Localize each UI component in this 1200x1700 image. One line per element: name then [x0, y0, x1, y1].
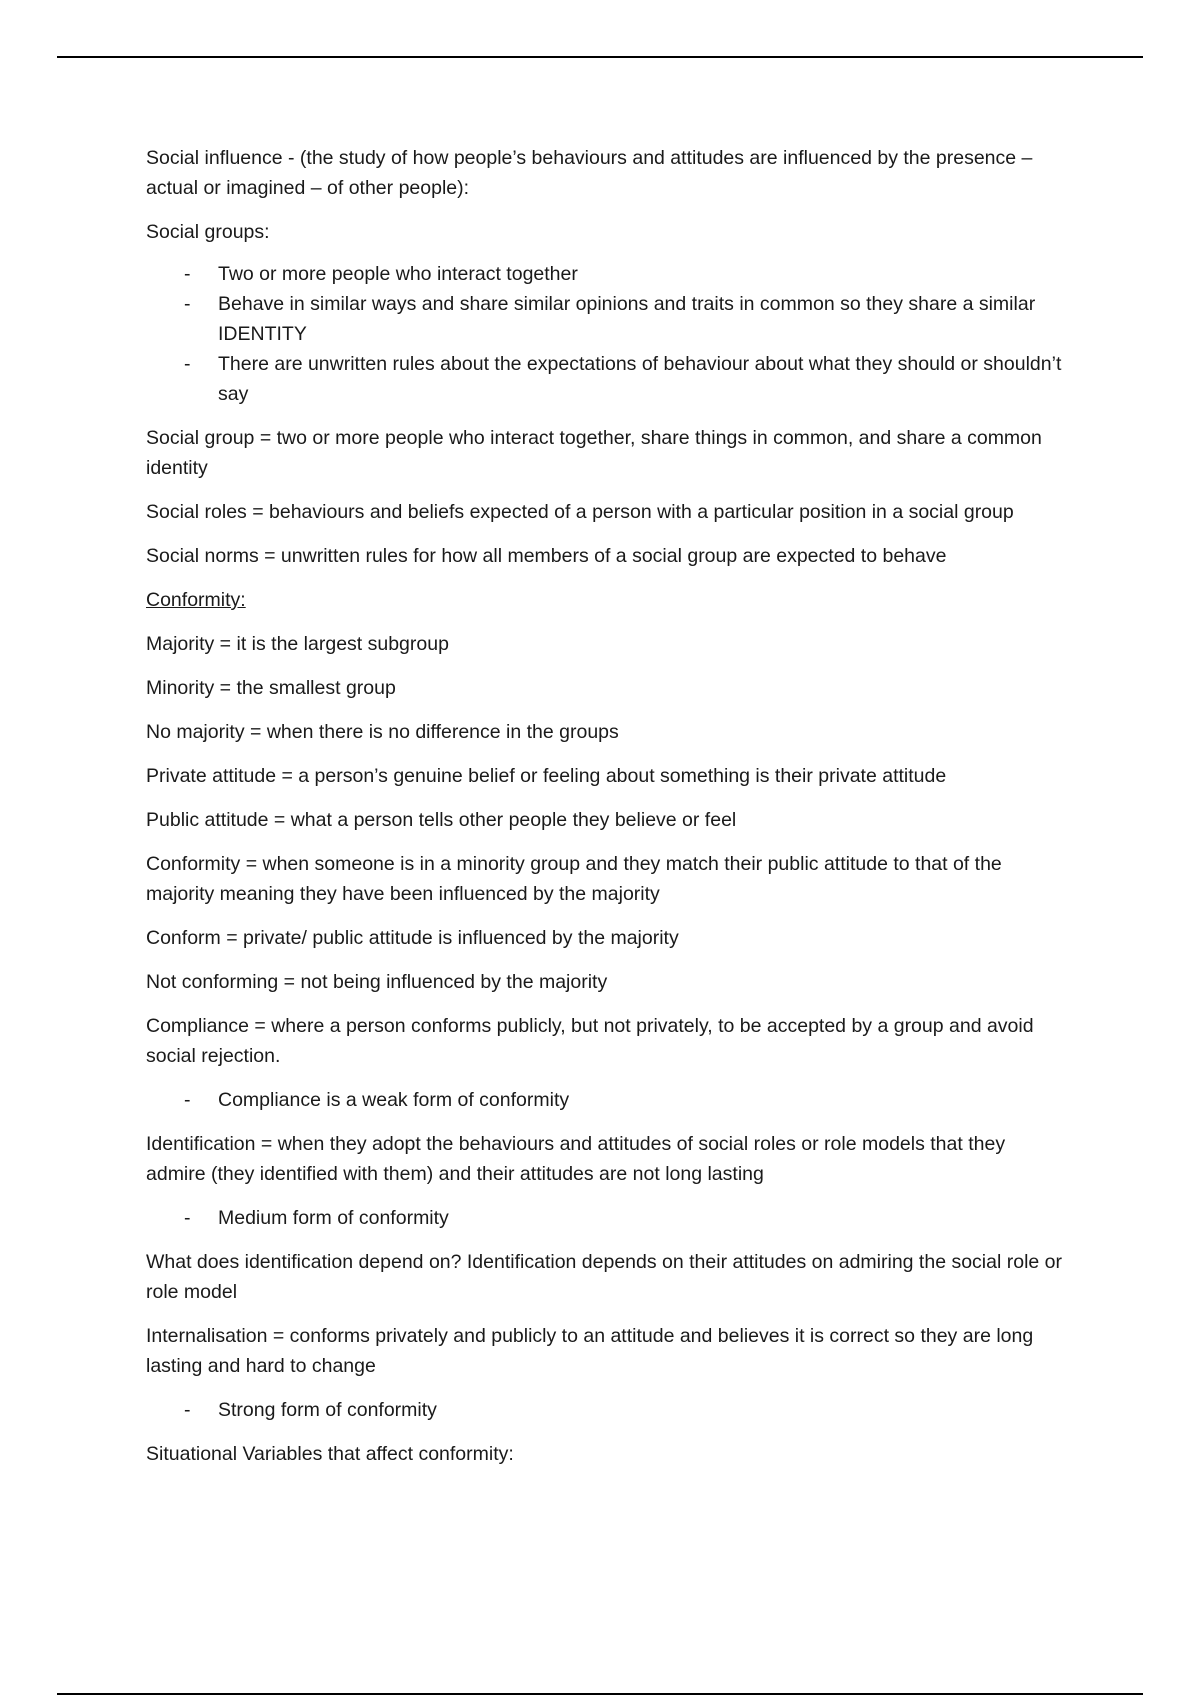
compliance-list [146, 1085, 1066, 1115]
definition-public-attitude: Public attitude = what a person tells other people they believe or feel [146, 809, 737, 831]
list-item: - Medium form of conformity [146, 1203, 1066, 1233]
definition-not-conforming: Not conforming = not being influenced by the majority [146, 971, 608, 993]
list-item: - Strong form of conformity [146, 1395, 1066, 1425]
definition-social-norms: Social norms = unwritten rules for how all members of a social group are expected to behave [146, 545, 947, 567]
list-item: - There are unwritten rules about the expectations of behaviour about what they should or shouldn’t say [146, 349, 1066, 409]
definition-conformity: Conformity = when someone is in a minority group and they match their public attitude to that of the majority meaning they have been influenced by the majority [146, 853, 1002, 905]
list-item: - Two or more people who interact together [146, 259, 1066, 289]
social-groups-list [146, 259, 1066, 409]
definition-private-attitude: Private attitude = a person’s genuine belief or feeling about something is their private attitude [146, 765, 947, 787]
internalisation-list [146, 1395, 1066, 1425]
social-groups-heading: Social groups: [146, 221, 270, 243]
situational-variables-heading: Situational Variables that affect conformity: [146, 1443, 514, 1465]
identification-list [146, 1203, 1066, 1233]
document-body [146, 143, 1066, 1483]
footer-rule [57, 1693, 1143, 1695]
definition-compliance: Compliance = where a person conforms publicly, but not privately, to be accepted by a group and avoid social rejection. [146, 1015, 1034, 1067]
definition-no-majority: No majority = when there is no difference in the groups [146, 721, 619, 743]
list-item: - Compliance is a weak form of conformity [146, 1085, 1066, 1115]
intro-paragraph: Social influence - (the study of how people’s behaviours and attitudes are influenced by the presence – actual or imagined – of other people): [146, 147, 1033, 199]
definition-conform: Conform = private/ public attitude is influenced by the majority [146, 927, 679, 949]
header-rule [57, 56, 1143, 58]
list-item: - Behave in similar ways and share similar opinions and traits in common so they share a similar IDENTITY [146, 289, 1066, 349]
conformity-heading-text: Conformity: [146, 589, 246, 611]
definition-social-roles: Social roles = behaviours and beliefs expected of a person with a particular position in a social group [146, 501, 1014, 523]
definition-majority: Majority = it is the largest subgroup [146, 633, 449, 655]
definition-minority: Minority = the smallest group [146, 677, 396, 699]
definition-social-group: Social group = two or more people who interact together, share things in common, and share a common identity [146, 427, 1042, 479]
definition-internalisation: Internalisation = conforms privately and publicly to an attitude and believes it is correct so they are long lasting and hard to change [146, 1325, 1034, 1377]
identification-question: What does identification depend on? Identification depends on their attitudes on admiring the social role or role model [146, 1251, 1063, 1303]
conformity-heading [146, 585, 1066, 615]
definition-identification: Identification = when they adopt the behaviours and attitudes of social roles or role models that they admire (they identified with them) and their attitudes are not long lasting [146, 1133, 1006, 1185]
